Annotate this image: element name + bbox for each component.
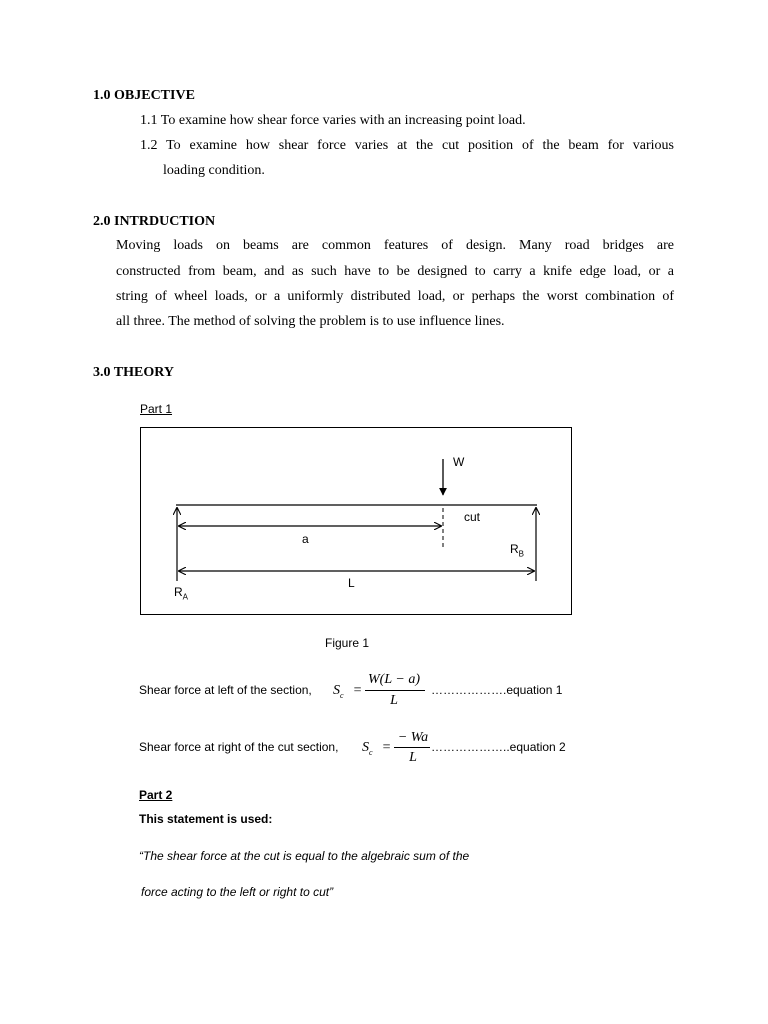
part-1-label: Part 1 (140, 402, 173, 416)
equation-2-label: Shear force at right of the cut section, (139, 740, 339, 754)
statement-intro: This statement is used: (139, 812, 273, 826)
quote-line-2: force acting to the left or right to cut” (141, 885, 334, 899)
dimension-l-label: L (348, 576, 355, 590)
equation-1-lhs: $S_c$ = (333, 683, 362, 701)
beam-diagram (141, 428, 571, 614)
equation-2-denominator: L (409, 750, 417, 765)
reaction-b-label: $R_B$ (510, 542, 525, 559)
introduction-line-3: string of wheel loads, or a uniformly distributed load, or perhaps the worst combination of (116, 289, 674, 304)
equation-2-numerator: − Wa (397, 730, 429, 745)
objective-heading: 1.0 OBJECTIVE (93, 88, 195, 103)
reaction-a-label: $R_A$ (174, 585, 189, 602)
objective-item-2-line-2: loading condition. (163, 163, 265, 178)
quote-line-1: “The shear force at the cut is equal to the algebraic sum of the (139, 849, 470, 863)
equation-1-denominator: L (390, 693, 398, 708)
cut-label: cut (464, 510, 481, 524)
load-w-label: W (453, 455, 465, 469)
equation-1-fraction-bar (365, 690, 425, 691)
dimension-a-label: a (302, 532, 309, 546)
equation-1-label: Shear force at left of the section, (139, 683, 312, 697)
introduction-heading: 2.0 INTRDUCTION (93, 214, 216, 229)
part-2-label: Part 2 (139, 788, 173, 802)
equation-2-tag: ………………..equation 2 (431, 740, 566, 754)
figure-caption: Figure 1 (325, 636, 370, 650)
equation-1-numerator: W(L − a) (368, 672, 420, 687)
equation-1-tag: ……………….equation 1 (431, 683, 563, 697)
objective-item-1: 1.1 To examine how shear force varies with an increasing point load. (140, 113, 526, 128)
equation-2-fraction-bar (394, 747, 430, 748)
introduction-line-2: constructed from beam, and as such have to be designed to carry a knife edge load, or a (116, 264, 674, 279)
objective-item-2-line-1: 1.2 To examine how shear force varies at the cut position of the beam for various (140, 138, 674, 153)
introduction-line-4: all three. The method of solving the problem is to use influence lines. (116, 314, 505, 329)
theory-heading: 3.0 THEORY (93, 365, 174, 380)
introduction-line-1: Moving loads on beams are common features of design. Many road bridges are (116, 238, 674, 253)
figure-1-diagram (140, 427, 572, 615)
equation-2-lhs: $S_c$ = (362, 740, 391, 758)
